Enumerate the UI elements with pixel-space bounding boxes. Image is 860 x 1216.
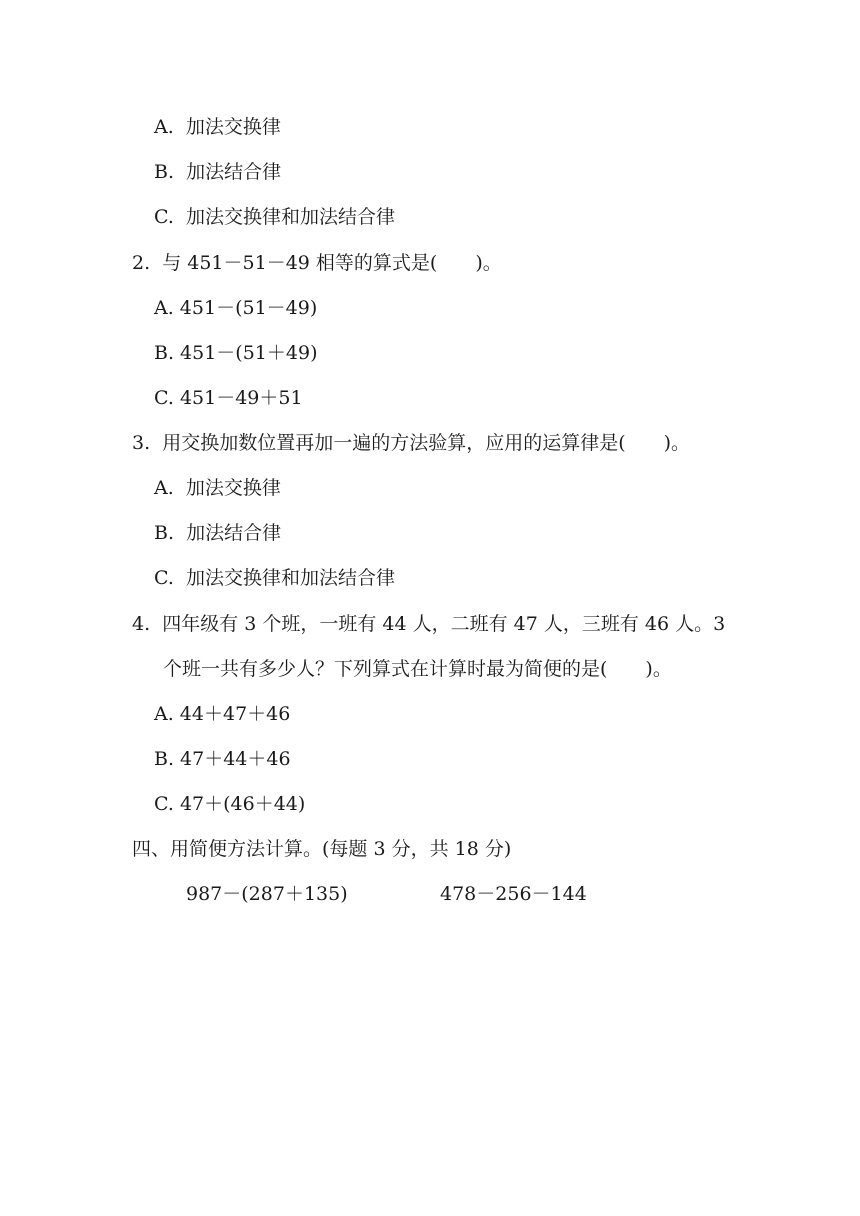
q3-option-c: C. 加法交换律和加法结合律 bbox=[154, 567, 395, 589]
q3-stem: 3. 用交换加数位置再加一遍的方法验算，应用的运算律是( )。 bbox=[132, 432, 691, 454]
q1-option-a: A. 加法交换律 bbox=[154, 116, 281, 138]
q3-option-a: A. 加法交换律 bbox=[154, 477, 281, 499]
calc-expression-1: 987－(287＋135) bbox=[186, 883, 348, 905]
q2-option-b: B. 451－(51＋49) bbox=[154, 342, 318, 364]
q4-option-a: A. 44＋47＋46 bbox=[154, 703, 291, 725]
q2-option-a: A. 451－(51－49) bbox=[154, 297, 318, 319]
section4-heading: 四、用简便方法计算。(每题 3 分，共 18 分) bbox=[132, 838, 512, 860]
q2-stem: 2. 与 451－51－49 相等的算式是( )。 bbox=[132, 252, 502, 274]
q4-stem-line1: 4. 四年级有 3 个班，一班有 44 人，二班有 47 人，三班有 46 人。3 bbox=[132, 613, 726, 635]
q4-option-b: B. 47＋44＋46 bbox=[154, 748, 291, 770]
q3-option-b: B. 加法结合律 bbox=[154, 522, 282, 544]
q1-option-b: B. 加法结合律 bbox=[154, 161, 282, 183]
q4-stem-line2: 个班一共有多少人？下列算式在计算时最为简便的是( )。 bbox=[163, 658, 672, 680]
q4-option-c: C. 47＋(46＋44) bbox=[154, 793, 306, 815]
q2-option-c: C. 451－49＋51 bbox=[154, 387, 303, 409]
q1-option-c: C. 加法交换律和加法结合律 bbox=[154, 206, 395, 228]
calc-expression-2: 478－256－144 bbox=[440, 883, 587, 905]
